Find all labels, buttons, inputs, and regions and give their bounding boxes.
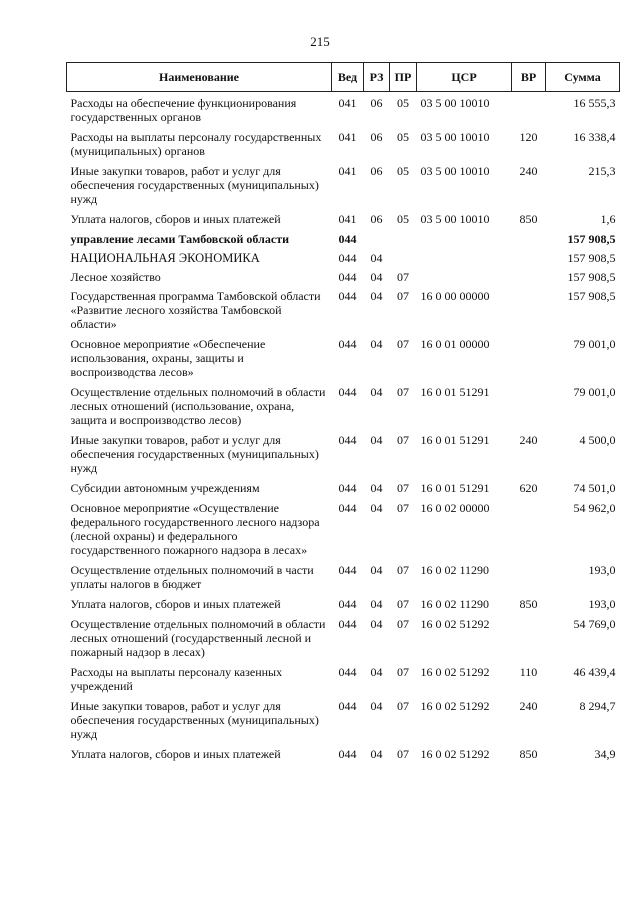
cell-csr: 16 0 01 51291 bbox=[420, 385, 490, 399]
table-row bbox=[67, 251, 620, 270]
cell-csr: 16 0 02 11290 bbox=[420, 597, 490, 611]
cell-csr bbox=[417, 270, 512, 289]
cell-ved: 044 bbox=[338, 232, 357, 246]
cell-sum: 79 001,0 bbox=[573, 337, 616, 351]
cell-pr bbox=[390, 232, 417, 251]
table-row bbox=[67, 232, 620, 251]
cell-csr: 16 0 02 00000 bbox=[420, 501, 490, 515]
cell-ved: 041 bbox=[338, 130, 357, 144]
cell-vr bbox=[512, 617, 546, 665]
cell-rz: 04 bbox=[370, 597, 383, 611]
cell-sum: 79 001,0 bbox=[573, 385, 616, 399]
cell-csr: 16 0 02 51292 bbox=[420, 747, 490, 761]
cell-pr: 07 bbox=[397, 563, 409, 577]
cell-sum: 157 908,5 bbox=[567, 232, 616, 246]
cell-pr: 07 bbox=[397, 501, 409, 515]
cell-sum: 215,3 bbox=[588, 164, 616, 178]
cell-csr: 16 0 01 00000 bbox=[420, 337, 490, 351]
cell-vr bbox=[512, 92, 546, 131]
cell-name: Осуществление отдельных полномочий в области лесных отношений (использование, охрана, защита и воспроизводство лесов) bbox=[70, 385, 326, 427]
cell-ved: 044 bbox=[338, 433, 357, 447]
page-number: 215 bbox=[310, 34, 330, 49]
cell-vr: 620 bbox=[519, 481, 538, 495]
cell-pr: 07 bbox=[397, 747, 409, 761]
cell-rz: 04 bbox=[370, 433, 383, 447]
cell-sum: 16 338,4 bbox=[573, 130, 616, 144]
cell-ved: 044 bbox=[338, 563, 357, 577]
cell-name: Уплата налогов, сборов и иных платежей bbox=[70, 212, 281, 226]
table-row bbox=[67, 481, 620, 501]
cell-csr: 16 0 02 11290 bbox=[420, 563, 490, 577]
cell-sum: 16 555,3 bbox=[573, 96, 616, 110]
cell-csr: 16 0 01 51291 bbox=[420, 433, 490, 447]
cell-ved: 041 bbox=[338, 96, 357, 110]
cell-vr: 850 bbox=[519, 212, 538, 226]
cell-name: Расходы на выплаты персоналу государственных (муниципальных) органов bbox=[70, 130, 322, 158]
cell-ved: 044 bbox=[338, 617, 357, 631]
cell-pr: 07 bbox=[397, 289, 409, 303]
cell-rz: 04 bbox=[370, 481, 383, 495]
cell-vr bbox=[512, 289, 546, 337]
table-row bbox=[67, 617, 620, 665]
cell-ved: 044 bbox=[338, 289, 357, 303]
cell-sum: 4 500,0 bbox=[579, 433, 616, 447]
cell-rz bbox=[364, 232, 390, 251]
table-row bbox=[67, 385, 620, 433]
cell-vr bbox=[512, 270, 546, 289]
cell-sum: 1,6 bbox=[600, 212, 616, 226]
cell-pr: 07 bbox=[397, 617, 409, 631]
cell-name: Расходы на обеспечение функционирования государственных органов bbox=[70, 96, 297, 124]
cell-ved: 044 bbox=[338, 337, 357, 351]
cell-rz: 04 bbox=[370, 665, 383, 679]
cell-sum: 157 908,5 bbox=[567, 251, 616, 265]
cell-vr bbox=[512, 232, 546, 251]
cell-vr bbox=[512, 385, 546, 433]
cell-vr: 850 bbox=[519, 747, 538, 761]
cell-vr bbox=[512, 251, 546, 270]
cell-pr: 07 bbox=[397, 665, 409, 679]
cell-rz: 06 bbox=[370, 130, 383, 144]
cell-name: Иные закупки товаров, работ и услуг для обеспечения государственных (муниципальных) нужд bbox=[70, 433, 319, 475]
cell-ved: 044 bbox=[338, 481, 357, 495]
header-sum: Сумма bbox=[546, 63, 620, 92]
cell-pr: 05 bbox=[397, 212, 409, 226]
cell-rz: 06 bbox=[370, 164, 383, 178]
cell-vr: 850 bbox=[519, 597, 538, 611]
header-vr: ВР bbox=[512, 63, 546, 92]
cell-ved: 044 bbox=[338, 501, 357, 515]
cell-vr: 240 bbox=[519, 699, 538, 713]
table-row bbox=[67, 164, 620, 212]
cell-name: Основное мероприятие «Обеспечение использования, охраны, защиты и воспроизводства лесов» bbox=[70, 337, 266, 379]
header-ved: Вед bbox=[332, 63, 364, 92]
cell-ved: 044 bbox=[338, 747, 357, 761]
cell-name: Расходы на выплаты персоналу казенных учреждений bbox=[70, 665, 283, 693]
cell-name: управление лесами Тамбовской области bbox=[70, 232, 290, 246]
cell-sum: 54 962,0 bbox=[573, 501, 616, 515]
table-row bbox=[67, 563, 620, 597]
cell-pr: 07 bbox=[397, 597, 409, 611]
cell-csr: 03 5 00 10010 bbox=[420, 164, 490, 178]
cell-ved: 041 bbox=[338, 164, 357, 178]
cell-ved: 044 bbox=[338, 597, 357, 611]
cell-rz: 04 bbox=[370, 501, 383, 515]
cell-pr: 05 bbox=[397, 130, 409, 144]
cell-name: Иные закупки товаров, работ и услуг для обеспечения государственных (муниципальных) нужд bbox=[70, 164, 319, 206]
table-row bbox=[67, 289, 620, 337]
cell-name: Осуществление отдельных полномочий в части уплаты налогов в бюджет bbox=[70, 563, 314, 591]
table-header-row bbox=[67, 63, 620, 92]
table-row bbox=[67, 92, 620, 131]
header-csr: ЦСР bbox=[417, 63, 512, 92]
cell-rz: 04 bbox=[370, 747, 383, 761]
cell-rz: 06 bbox=[370, 96, 383, 110]
table-row bbox=[67, 747, 620, 761]
cell-csr: 16 0 02 51292 bbox=[420, 617, 490, 631]
header-pr: ПР bbox=[390, 63, 417, 92]
cell-rz: 04 bbox=[370, 251, 383, 265]
cell-csr: 16 0 02 51292 bbox=[420, 665, 490, 679]
cell-ved: 044 bbox=[338, 699, 357, 713]
cell-sum: 193,0 bbox=[588, 563, 616, 577]
cell-vr: 240 bbox=[519, 433, 538, 447]
cell-sum: 8 294,7 bbox=[579, 699, 616, 713]
cell-rz: 04 bbox=[370, 699, 383, 713]
cell-vr bbox=[512, 563, 546, 597]
cell-pr: 05 bbox=[397, 164, 409, 178]
cell-rz: 04 bbox=[370, 617, 383, 631]
table-row bbox=[67, 270, 620, 289]
cell-ved: 044 bbox=[338, 251, 357, 265]
cell-sum: 54 769,0 bbox=[573, 617, 616, 631]
cell-csr bbox=[417, 232, 512, 251]
cell-sum: 74 501,0 bbox=[573, 481, 616, 495]
cell-ved: 044 bbox=[338, 665, 357, 679]
cell-csr: 03 5 00 10010 bbox=[420, 212, 490, 226]
table-row bbox=[67, 130, 620, 164]
cell-name: Осуществление отдельных полномочий в области лесных отношений (государственный лесной и пожарный надзор в лесах) bbox=[70, 617, 326, 659]
cell-vr: 120 bbox=[519, 130, 538, 144]
cell-name: Субсидии автономным учреждениям bbox=[70, 481, 260, 495]
cell-sum: 46 439,4 bbox=[573, 665, 616, 679]
cell-csr: 16 0 02 51292 bbox=[420, 699, 490, 713]
cell-pr: 07 bbox=[397, 481, 409, 495]
table-row bbox=[67, 699, 620, 747]
cell-ved: 044 bbox=[338, 270, 357, 284]
cell-pr: 07 bbox=[397, 433, 409, 447]
header-rz: РЗ bbox=[364, 63, 390, 92]
cell-name: Государственная программа Тамбовской области «Развитие лесного хозяйства Тамбовской области» bbox=[70, 289, 321, 331]
cell-vr bbox=[512, 501, 546, 563]
cell-name: Иные закупки товаров, работ и услуг для обеспечения государственных (муниципальных) нужд bbox=[70, 699, 319, 741]
cell-name: Лесное хозяйство bbox=[70, 270, 161, 284]
table-row bbox=[67, 501, 620, 563]
cell-sum: 193,0 bbox=[588, 597, 616, 611]
table-row bbox=[67, 665, 620, 699]
header-name: Наименование bbox=[67, 63, 332, 92]
cell-csr: 03 5 00 10010 bbox=[420, 130, 490, 144]
table-row bbox=[67, 597, 620, 617]
cell-vr: 110 bbox=[519, 665, 538, 679]
cell-vr: 240 bbox=[519, 164, 538, 178]
cell-pr: 05 bbox=[397, 96, 409, 110]
cell-sum: 34,9 bbox=[594, 747, 616, 761]
cell-name: Уплата налогов, сборов и иных платежей bbox=[70, 597, 281, 611]
cell-name: Уплата налогов, сборов и иных платежей bbox=[70, 747, 281, 761]
cell-pr: 07 bbox=[397, 699, 409, 713]
cell-ved: 041 bbox=[338, 212, 357, 226]
table-row bbox=[67, 337, 620, 385]
cell-rz: 06 bbox=[370, 212, 383, 226]
cell-pr: 07 bbox=[397, 270, 409, 284]
budget-table bbox=[66, 62, 620, 761]
cell-rz: 04 bbox=[370, 563, 383, 577]
cell-rz: 04 bbox=[370, 289, 383, 303]
cell-vr bbox=[512, 337, 546, 385]
cell-pr: 07 bbox=[397, 385, 409, 399]
cell-csr: 16 0 00 00000 bbox=[420, 289, 490, 303]
cell-sum: 157 908,5 bbox=[567, 289, 616, 303]
cell-csr bbox=[417, 251, 512, 270]
table-row bbox=[67, 212, 620, 232]
cell-rz: 04 bbox=[370, 337, 383, 351]
cell-rz: 04 bbox=[370, 385, 383, 399]
cell-pr: 07 bbox=[397, 337, 409, 351]
cell-csr: 16 0 01 51291 bbox=[420, 481, 490, 495]
table-row bbox=[67, 433, 620, 481]
cell-name: Основное мероприятие «Осуществление федерального государственного лесного надзора (лесной охраны) и федерального государственного пожарного надзора в лесах» bbox=[70, 501, 320, 557]
cell-sum: 157 908,5 bbox=[567, 270, 616, 284]
cell-csr: 03 5 00 10010 bbox=[420, 96, 490, 110]
cell-rz: 04 bbox=[370, 270, 383, 284]
cell-name: НАЦИОНАЛЬНАЯ ЭКОНОМИКА bbox=[70, 251, 260, 265]
cell-pr bbox=[390, 251, 417, 270]
cell-ved: 044 bbox=[338, 385, 357, 399]
